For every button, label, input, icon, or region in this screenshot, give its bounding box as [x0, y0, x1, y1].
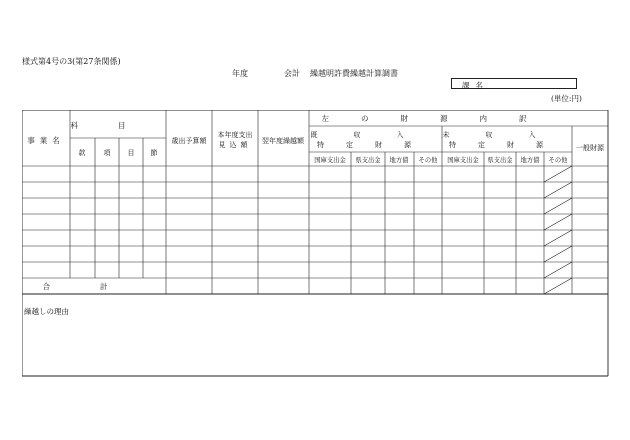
header-carryover: 翌年度繰越額	[262, 137, 304, 145]
header-source-5: 国庫支出金	[447, 157, 479, 164]
header-project-name: 事業名	[27, 136, 65, 145]
header-source-1: 国庫支出金	[314, 157, 346, 164]
header-source-8: その他	[548, 157, 568, 164]
header-source-6: 県支出金	[487, 157, 513, 164]
header-breakdown: 左の財源内訳	[321, 114, 559, 123]
header-already-line1: 既収入	[310, 131, 440, 139]
header-source-7: 地方債	[520, 157, 540, 164]
header-source-3: 地方債	[389, 157, 409, 164]
header-source-4: その他	[418, 157, 438, 164]
header-notyet-line1: 未収入	[442, 131, 572, 139]
form-number-label: 様式第4号の3(第27条関係)	[22, 57, 121, 66]
title-account: 会計	[284, 69, 300, 78]
header-subject-kan: 款	[78, 149, 86, 157]
header-subject-moku: 目	[127, 149, 135, 157]
header-already-line2: 特定財源	[317, 141, 433, 149]
header-source-2: 県支出金	[355, 157, 381, 164]
header-subject-kou: 項	[103, 149, 111, 157]
title-name: 繰越明許費繰越計算調書	[310, 69, 398, 78]
header-expected-line2: 見込額	[218, 141, 252, 149]
header-budget: 歳出予算額	[171, 137, 207, 145]
unit-label: (単位:円)	[551, 94, 582, 103]
title-year: 年度	[232, 69, 248, 78]
section-name-label: 課名	[462, 81, 489, 90]
header-general: 一般財源	[576, 144, 604, 152]
total-row-label: 合計	[42, 282, 158, 291]
document-title	[232, 68, 398, 79]
header-subject-setsu: 節	[150, 149, 158, 157]
header-notyet-line2: 特定財源	[449, 141, 565, 149]
header-subject: 科目	[70, 121, 166, 130]
header-expected-line1: 本年度支出	[217, 131, 253, 139]
calculation-table	[22, 110, 610, 378]
carryover-reason-label: 繰越しの理由	[24, 307, 69, 316]
